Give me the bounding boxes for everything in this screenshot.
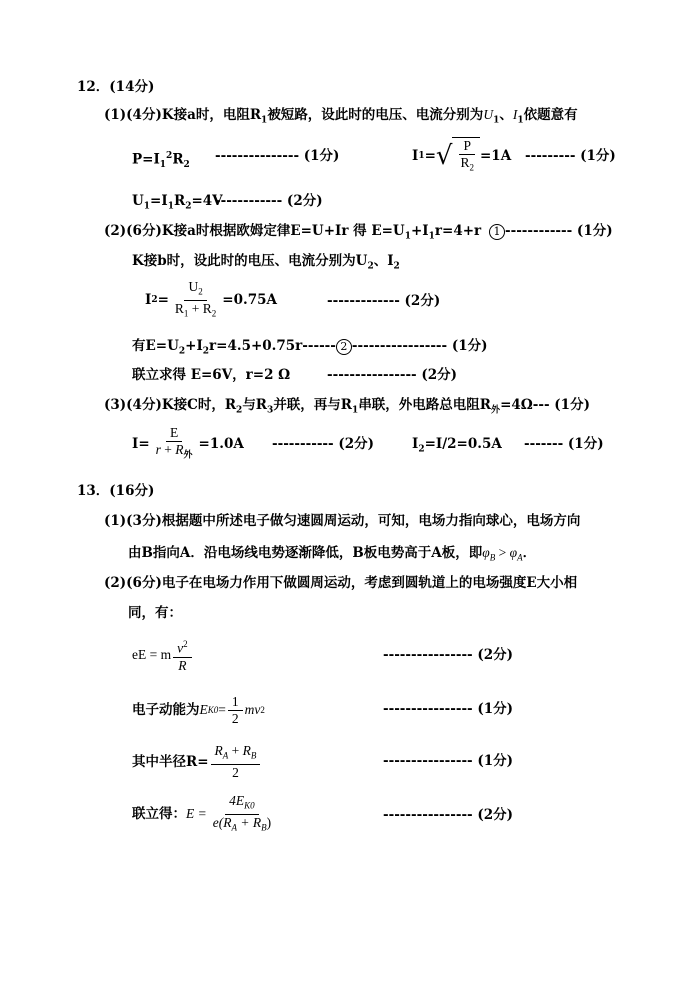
- q12-formula-i2-score: ------------- (2分): [327, 293, 441, 309]
- q13-formula-radius-score: ---------------- (1分): [383, 753, 514, 769]
- q12-p2-line4: 联立求得 E=6V，r=2 Ω: [132, 367, 291, 383]
- q12-p2-line3: 有$E=U_2+I_2r=4.5+0.75r------$ 2 ----------------- (1分): [132, 338, 488, 357]
- q13-p2-line2: 同，有：: [128, 605, 182, 621]
- q12-formula-voltage-score: ------------ (2分): [215, 193, 323, 209]
- q12-formula-voltage: $U_1=I_1R_2=4V$: [132, 193, 223, 212]
- q12-formula-total-current: I= $\frac{E}{r + R_外}$ =1.0A: [132, 424, 244, 461]
- q12-formula-current: I 1 = √ $\frac{P}{R_2}$ =1A: [412, 136, 511, 176]
- q12-p1-intro: (1)(4分)K接a时，电阻$R_1$被短路，设此时的电压、电流分别为$U_1$、$I_1$依题意有: [104, 107, 578, 126]
- q13-formula-result-score: ---------------- (2分): [383, 807, 514, 823]
- q13-p1-line1: (1)(3分)根据题中所述电子做匀速圆周运动，可知，电场力指向球心，电场方向: [104, 513, 581, 529]
- q12-formula-current-score: --------- (1分): [525, 148, 616, 164]
- q12-formula-i2-half-score: ------- (1分): [524, 436, 604, 452]
- q12-formula-power: $P=I_1^2R_2$: [132, 151, 190, 171]
- q12-formula-i2: I 2 = $\frac{U_2}{R_1 + R_2}$ =0.75A: [145, 278, 277, 319]
- q13-p2-line1: (2)(6分)电子在电场力作用下做圆周运动，考虑到圆轨道上的电场强度E大小相: [104, 575, 578, 591]
- q13-formula-kinetic-score: ---------------- (1分): [383, 701, 514, 717]
- q13-formula-result: 联立得： E = $\frac{4E_{K0}}{e(R_A + R_B)}$: [132, 792, 272, 833]
- q13-formula-kinetic: 电子动能为 E K0 = $\frac{1}{2}$ mv 2: [132, 693, 265, 726]
- q12-p3-line1: (3)(4分)K接C时，$R_2$与$R_3$并联，再与$R_1$串联，外电路总电阻$R_外=4\Omega---$ (1分): [104, 397, 590, 416]
- q13-formula-force-score: ---------------- (2分): [383, 647, 514, 663]
- q13-heading: 13．(16分): [77, 483, 155, 499]
- q12-p2-line2: K接b时，设此时的电压、电流分别为$U_2$、$I_2$: [132, 253, 400, 272]
- q13-formula-radius: 其中半径R= $\frac{R_A + R_B}{2}$: [132, 740, 262, 784]
- q12-formula-i2-half: $I_2=I/2=0.5A$: [412, 436, 502, 455]
- q12-formula-power-score: --------------- (1分): [215, 148, 340, 164]
- q12-p2-line1: (2)(6分)K接a时根据欧姆定律E=U+Ir 得 $E=U_1+I_1r=4+r$: [104, 223, 482, 242]
- q12-heading: 12．(14分): [77, 79, 155, 95]
- q13-p1-line2: 由B指向A．沿电场线电势逐渐降低，B板电势高于A板，即$\varphi_B > \varphi_A$．: [128, 545, 537, 563]
- q12-p2-line4-score: ---------------- (2分): [327, 367, 458, 383]
- q13-formula-force: eE = m $\frac{v^2}{R}$: [132, 633, 194, 677]
- q12-eq1-marker: 1 ------------ (1分): [489, 222, 613, 240]
- q12-formula-total-current-score: ----------- (2分): [272, 436, 375, 452]
